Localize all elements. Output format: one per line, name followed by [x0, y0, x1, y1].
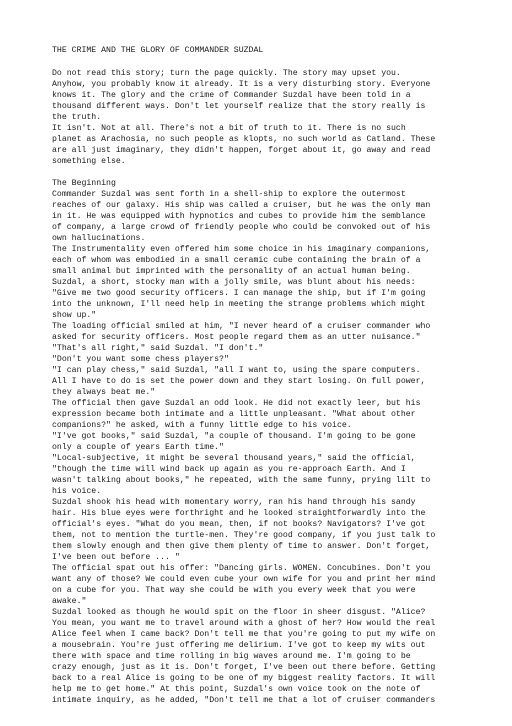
body-paragraph: "I've got books," said Suzdal, "a couple of thousand. I'm going to be gone only a couple of years Earth time." — [52, 432, 416, 452]
body-paragraph: The official spat out his offer: "Dancing girls. WOMEN. Concubines. Don't you want any of those? We could even cube your own wife for you and print her mind on a cube for you. That way she could be with you every week that you were awake." — [52, 564, 436, 606]
body-paragraph: "That's all right," said Suzdal. "I don't." — [52, 344, 264, 353]
intro-paragraph-2: It isn't. Not at all. There's not a bit of truth to it. There is no such planet as Arachosia, no such people as klopts, no such world as Catland. These are all just imaginary, they didn't happen, forget about it, go away and read something else. — [52, 124, 436, 166]
body-paragraph: "Don't you want some chess players?" — [52, 355, 229, 364]
body-paragraph: "I can play chess," said Suzdal, "all I want to, using the spare computers. All I have to do is set the power down and they start losing. On full power, they always beat me." — [52, 366, 426, 397]
body-paragraph: The loading official smiled at him, "I never heard of a cruiser commander who asked for security officers. Most people regard them as an utter nuisance." — [52, 322, 431, 342]
body-paragraph: Suzdal looked as though he would spit on the floor in sheer disgust. "Alice? You mean, you want me to travel around with a ghost of her? How would the real Alice feel when I came back? Don't tell me that you're going to put my wife on a mousebrain. You're just offering me delirium. I've got to keep my wits out there with space and time rolling in big waves around me. I'm going to be crazy enough, just as it is. Don't forget, I've been out there before. Getting back to a real Alice is going to be one of my biggest reality factors. It will help me to get home." At this point, Suzdal's own voice took on the note of intimate inquiry, as he added, "Don't tell me that a lot of cruiser commanders — [52, 608, 436, 705]
body-paragraph: Suzdal, a short, stocky man with a jolly smile, was blunt about his needs: "Give me two good security officers. I can manage the ship, but if I'm going into the unknown, I'll need help in meeting the strange problems which might show up." — [52, 278, 426, 320]
story-title: THE CRIME AND THE GLORY OF COMMANDER SUZDAL — [52, 46, 264, 55]
section-heading: The Beginning — [52, 179, 116, 188]
section-gap — [52, 167, 482, 178]
body-paragraph: "Local-subjective, it might be several thousand years," said the official, "though the time will wind back up again as you re-approach Earth. And I wasn't talking about books," he repeated, with the same funny, prying lilt to his voice. — [52, 454, 431, 496]
body-paragraph: The Instrumentality even offered him some choice in his imaginary companions, each of whom was embodied in a small ceramic cube containing the brain of a small animal but imprinted with the personality of an actual human being. — [52, 245, 431, 276]
body-paragraph: Commander Suzdal was sent forth in a shell-ship to explore the outermost reaches of our galaxy. His ship was called a cruiser, but he was the only man in it. He was equipped with hypnotics and cubes to provide him the semblance of company, a large crowd of friendly people who could be convoked out of his own hallucinations. — [52, 190, 431, 243]
intro-paragraph-1: Do not read this story; turn the page quickly. The story may upset you. Anyhow, you probably know it already. It is a very disturbing story. Everyone knows it. The glory and the crime of Commander Suzdal have been told in a thousand different ways. Don't let yourself realize that the story really is the truth. — [52, 69, 431, 122]
body-paragraph: Suzdal shook his head with momentary worry, ran his hand through his sandy hair. His blue eyes were forthright and he looked straightforwardly into the official's eyes. "What do you mean, then, if not books? Navigators? I've got them, not to mention the turtle-men. They're good company, if you just talk to them slowly enough and then give them plenty of time to answer. Don't forget, I've been out before ... " — [52, 498, 436, 562]
document-page — [52, 45, 482, 706]
body-paragraph: The official then gave Suzdal an odd look. He did not exactly leer, but his expression became both intimate and a little unpleasant. "What about other companions?" he asked, with a funny little edge to his voice. — [52, 399, 421, 430]
